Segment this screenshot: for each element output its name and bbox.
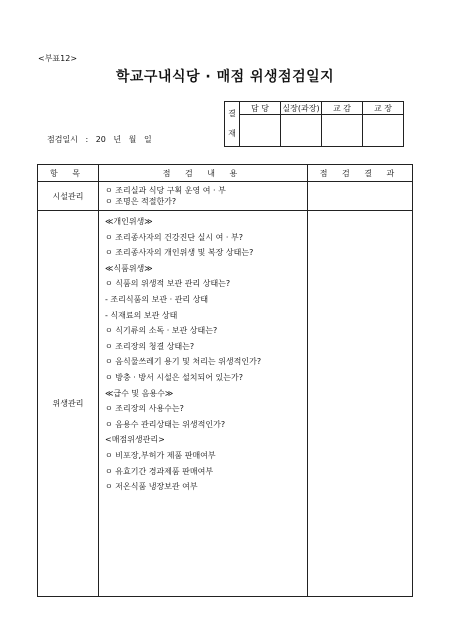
list-item: - 조리식품의 보관 · 관리 상태 <box>105 294 209 304</box>
approval-side-bottom: 재 <box>228 129 236 138</box>
approval-col-2: 실장(과장) <box>282 103 320 113</box>
table-row <box>38 182 413 211</box>
approval-side-top: 결 <box>228 109 236 118</box>
approval-sign-2[interactable] <box>281 115 322 147</box>
page-title: 학교구내식당 · 매점 위생점검일지 <box>115 69 335 85</box>
list-item: ㅇ 유효기간 경과제품 판매여부 <box>105 466 214 476</box>
approval-side-label <box>225 102 240 147</box>
header-content: 점 검 내 용 <box>99 165 308 182</box>
header-category: 항 목 <box>38 165 99 182</box>
list-item: ㅇ 식품의 위생적 보관 관리 상태는? <box>105 279 231 289</box>
approval-col-4: 교 장 <box>363 102 404 115</box>
list-item: ≪급수 및 음용수≫ <box>105 388 174 398</box>
list-item: ㅇ 조리종사자의 개인위생 및 복장 상태는? <box>105 248 254 258</box>
row-category: 위생관리 <box>38 211 99 597</box>
approval-col-3: 교 감 <box>322 102 363 115</box>
list-item: ≪식품위생≫ <box>105 263 153 273</box>
approval-sign-1[interactable] <box>240 115 281 147</box>
approval-box <box>224 101 404 147</box>
table-row <box>38 211 413 597</box>
row-result[interactable] <box>308 182 413 211</box>
inspection-date: 점검일시 : 20 년 월 일 <box>47 135 152 144</box>
row-items <box>99 182 308 211</box>
list-item: ㅇ 조리장의 청결 상태는? <box>105 341 195 351</box>
row-result[interactable] <box>308 211 413 597</box>
inspection-table <box>37 164 413 597</box>
table-header-row <box>38 165 413 182</box>
list-item: <매점위생관리> <box>105 435 165 445</box>
list-item: - 식재료의 보관 상태 <box>105 310 178 320</box>
list-item: ㅇ 비포장,부허가 제품 판매여부 <box>105 450 216 460</box>
list-item: ≪개인위생≫ <box>105 217 153 226</box>
list-item: ㅇ 조명은 적절한가? <box>105 197 177 206</box>
row-category: 시설관리 <box>38 182 99 211</box>
list-item: ㅇ 조리장의 사용수는? <box>105 404 184 414</box>
list-item: ㅇ 음용수 관리상태는 위생적인가? <box>105 419 226 429</box>
annex-label: <부표12> <box>38 54 78 63</box>
list-item: ㅇ 조리실과 식당 구획 운영 여 · 부 <box>105 186 226 195</box>
approval-sign-3[interactable] <box>322 115 363 147</box>
list-item: ㅇ 저온식품 냉장보관 여부 <box>105 482 198 492</box>
list-item: ㅇ 음식물쓰레기 용기 및 처리는 위생적인가? <box>105 357 262 367</box>
row-items <box>99 211 308 597</box>
list-item: ㅇ 조리종사자의 건강진단 실시 여 · 부? <box>105 232 243 242</box>
list-item: ㅇ 방충 · 방서 시설은 설치되어 있는가? <box>105 372 243 382</box>
approval-col-1: 담 당 <box>240 102 281 115</box>
approval-sign-4[interactable] <box>363 115 404 147</box>
header-result: 점 검 결 과 <box>308 165 413 182</box>
list-item: ㅇ 식기류의 소독 · 보관 상태는? <box>105 326 218 336</box>
